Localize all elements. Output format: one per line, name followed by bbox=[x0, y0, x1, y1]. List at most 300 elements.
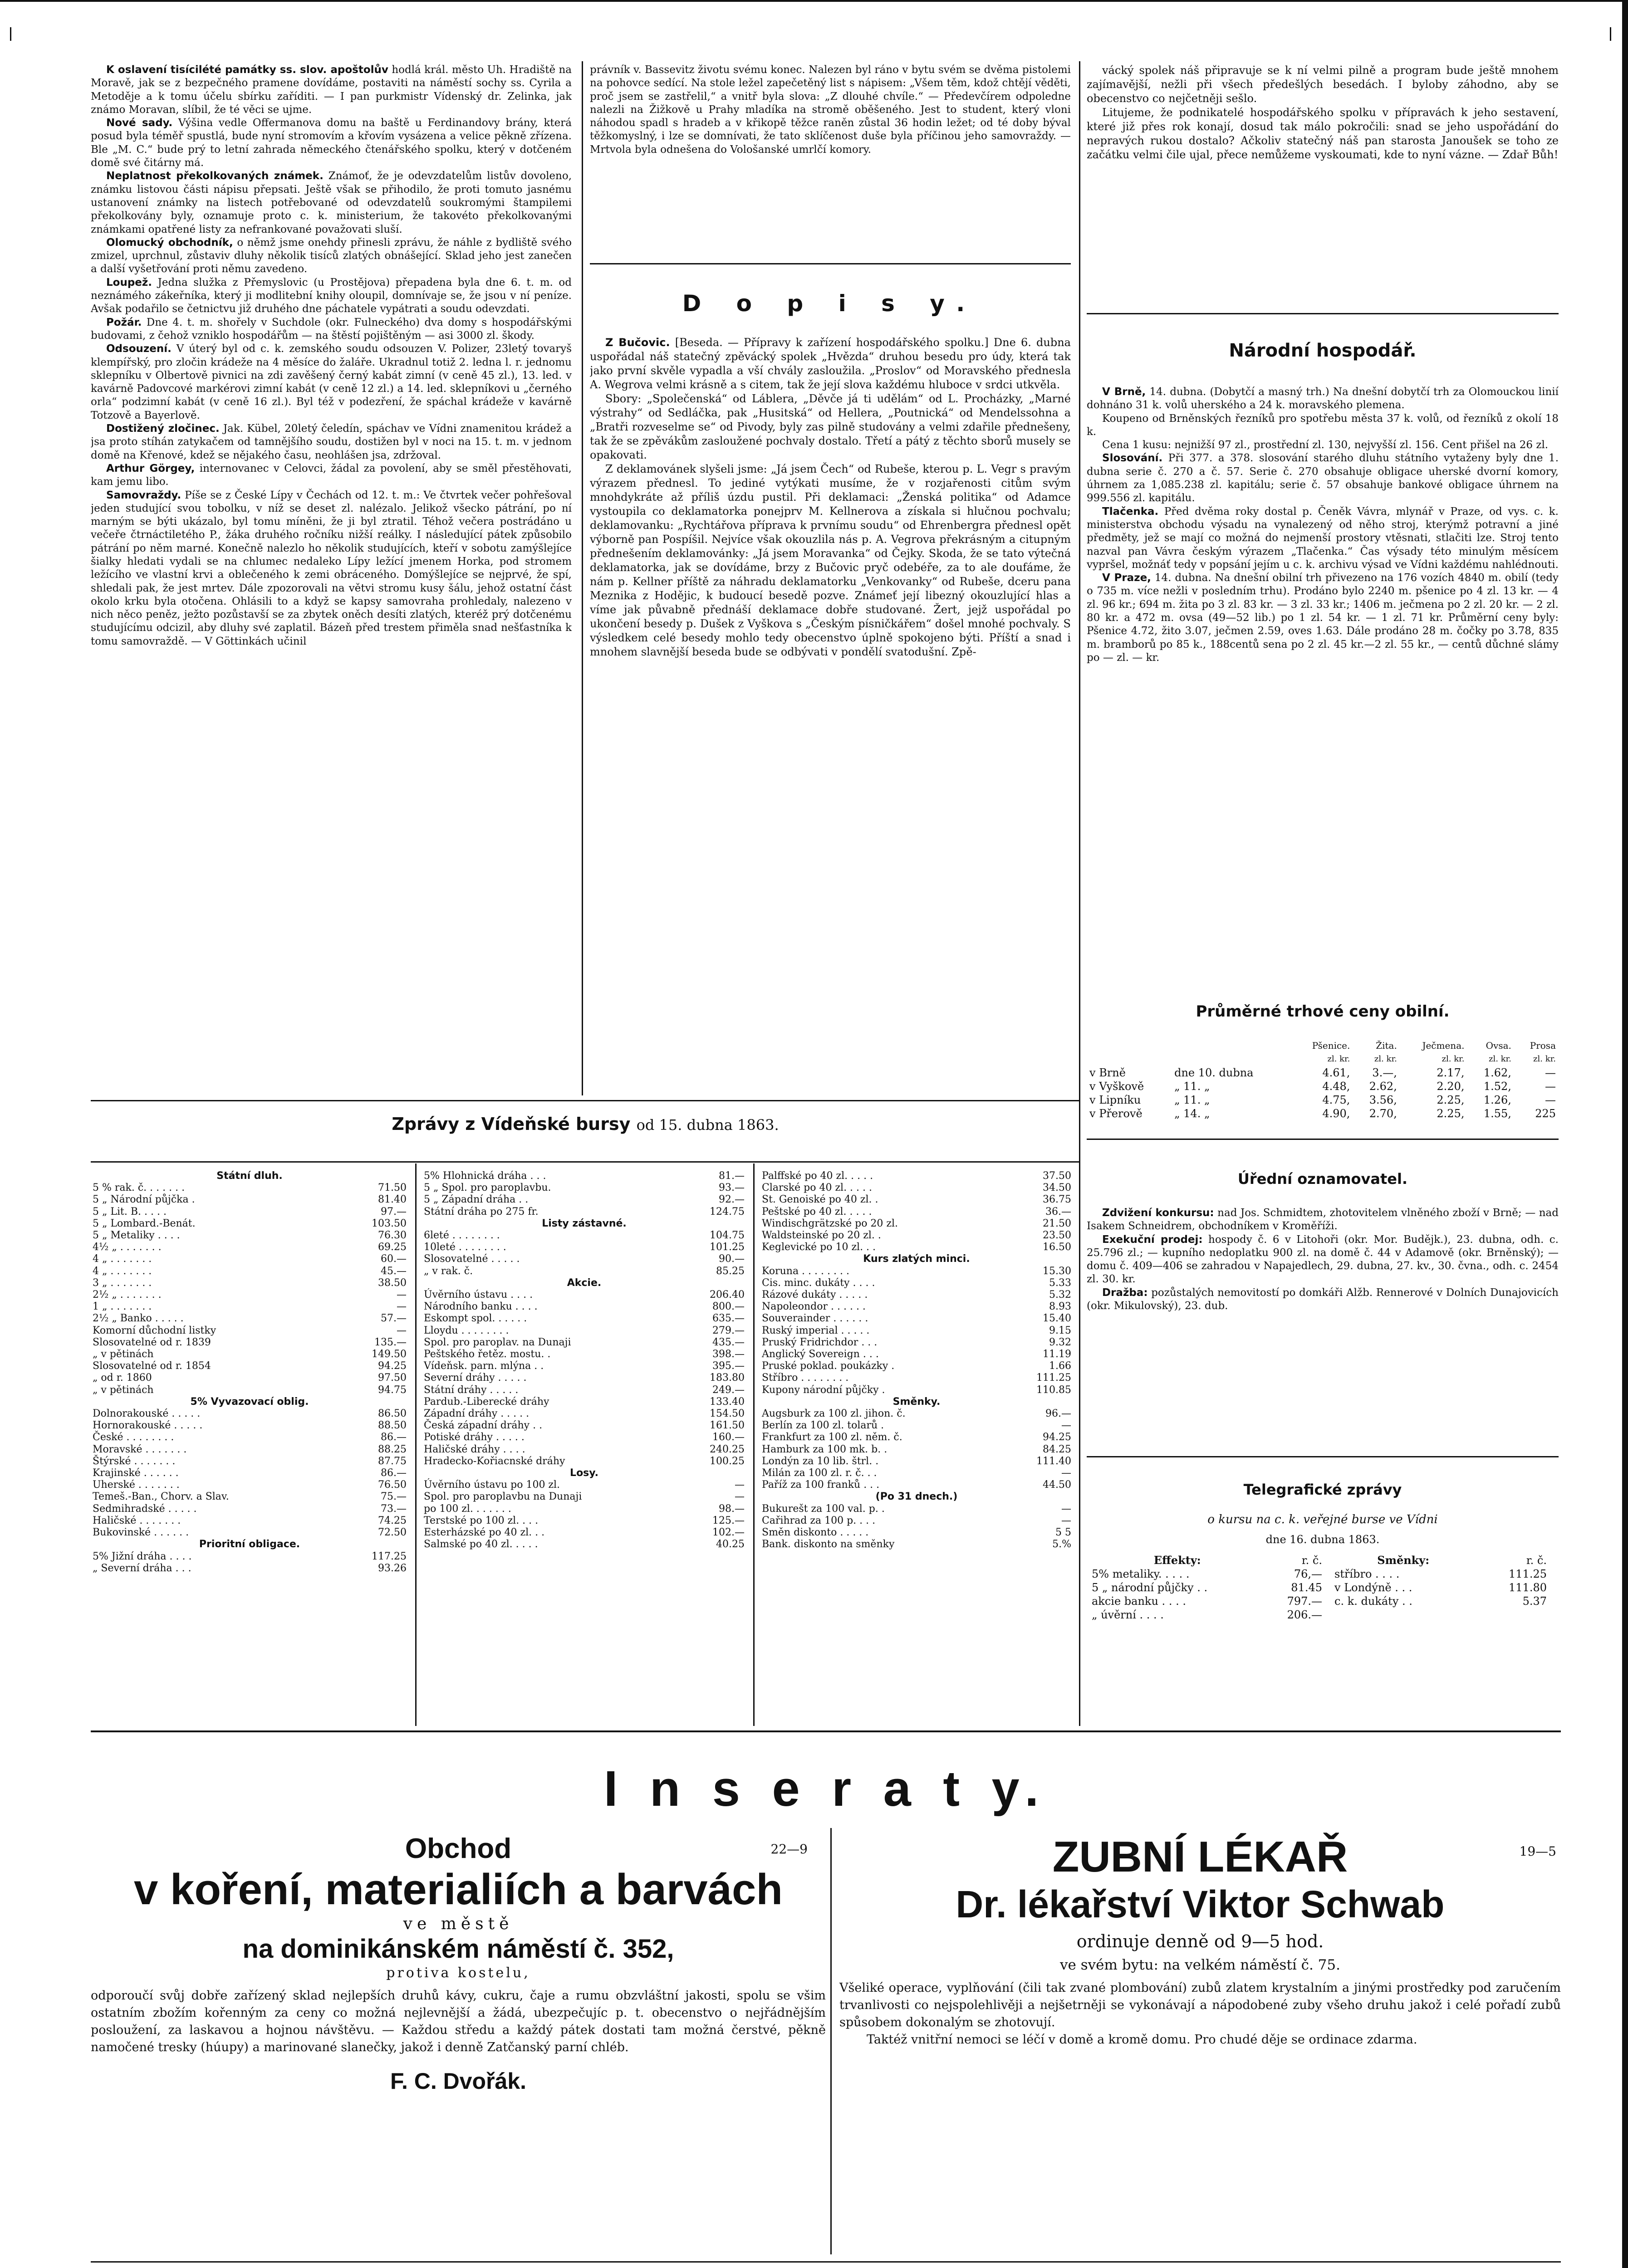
burza-value: — bbox=[397, 1325, 407, 1336]
burza-value: 93.— bbox=[719, 1182, 745, 1194]
burza-label: Pruské poklad. poukázky . bbox=[762, 1360, 895, 1372]
burza-label: 4 „ . . . . . . . bbox=[93, 1253, 152, 1265]
burza-value: 125.— bbox=[712, 1515, 745, 1526]
burza-row bbox=[760, 1456, 1073, 1467]
burza-row bbox=[91, 1337, 408, 1349]
burza-row bbox=[91, 1515, 408, 1527]
burza-label: Bukovinské . . . . . . bbox=[93, 1527, 189, 1539]
burza-label: 4 „ . . . . . . . bbox=[93, 1265, 152, 1277]
burza-label: České . . . . . . . . bbox=[93, 1432, 174, 1443]
price-unit-row bbox=[1087, 1052, 1559, 1066]
left-news-paragraph-5: Požár. Dne 4. t. m. shořely v Suchdole (okr. Fulneckého) dva domy s hospodářskými budovami, z čehož vzniklo hospodářům — na štěstí pojištěným — asi 3000 zl. škody. bbox=[91, 316, 572, 342]
price-value: 1.55, bbox=[1483, 1107, 1511, 1120]
burza-row bbox=[422, 1206, 746, 1218]
burza-value: — bbox=[735, 1479, 745, 1491]
burza-row bbox=[91, 1467, 408, 1479]
telegraf-row bbox=[1089, 1567, 1325, 1581]
burza-row bbox=[422, 1325, 746, 1337]
burza-label: Dolnorakouské . . . . . bbox=[93, 1408, 201, 1420]
burza-row bbox=[91, 1432, 408, 1443]
telegraf-header bbox=[1332, 1554, 1550, 1567]
price-value: — bbox=[1545, 1066, 1556, 1079]
price-value: 1.62, bbox=[1483, 1066, 1511, 1079]
section-heading-uredni: Úřední oznamovatel. bbox=[1237, 1170, 1408, 1188]
burza-column-1 bbox=[91, 1170, 408, 1726]
burza-label: „ v pětinách bbox=[93, 1384, 154, 1396]
burza-row bbox=[91, 1503, 408, 1515]
telegraf-label: „ úvěrní . . . . bbox=[1092, 1608, 1164, 1621]
burza-value: 800.— bbox=[712, 1301, 745, 1313]
burza-row bbox=[422, 1182, 746, 1194]
burza-row bbox=[760, 1515, 1073, 1527]
burza-label: Potiské dráhy . . . . . bbox=[424, 1432, 525, 1443]
burza-column-2 bbox=[422, 1170, 746, 1726]
burza-label: Peštského řetěz. mostu. . bbox=[424, 1349, 551, 1360]
burza-label: Cařihrad za 100 p. . . . bbox=[762, 1515, 876, 1526]
burza-label: Rázové dukáty . . . . . bbox=[762, 1289, 868, 1301]
ad2-line1: ZUBNÍ LÉKAŘ bbox=[1052, 1833, 1348, 1881]
burza-label: 3 „ . . . . . . . bbox=[93, 1277, 152, 1289]
price-value: — bbox=[1545, 1094, 1556, 1106]
burza-row bbox=[422, 1253, 746, 1265]
burza-row bbox=[91, 1539, 408, 1550]
burza-value: 117.25 bbox=[372, 1550, 407, 1562]
burza-label: Sedmihradské . . . . . bbox=[93, 1503, 197, 1515]
burza-value: 111.25 bbox=[1036, 1372, 1071, 1384]
hospodar-paragraph-2: Cena 1 kusu: nejnižší 97 zl., prostřední zl. 130, nejvyšší zl. 156. Cent přišel na 26 zl. bbox=[1102, 439, 1549, 451]
burza-value: — bbox=[735, 1491, 745, 1503]
burza-value: 101.25 bbox=[710, 1242, 745, 1253]
burza-value: 15.40 bbox=[1043, 1313, 1071, 1325]
burza-label: Uherské . . . . . . . bbox=[93, 1479, 180, 1491]
price-date: „ 14. „ bbox=[1174, 1107, 1210, 1120]
section-heading-prumerne-ceny: Průměrné trhové ceny obilní. bbox=[1196, 1002, 1450, 1021]
burza-value: 36.75 bbox=[1043, 1194, 1071, 1206]
ad2-line4: ve svém bytu: na velkém náměstí č. 75. bbox=[1060, 1957, 1340, 1973]
burza-label: Stříbro . . . . . . . . bbox=[762, 1372, 849, 1384]
price-col-header: Pšenice. bbox=[1312, 1040, 1350, 1051]
burza-label: 2½ „ Banko . . . . . bbox=[93, 1313, 184, 1325]
burza-row bbox=[760, 1266, 1073, 1277]
dopisy-paragraph-0: Z Bučovic. [Beseda. — Přípravy k zařízení hospodářského spolku.] Dne 6. dubna uspořádal náš statečný zpěvácký spolek „Hvězda“ druhou besedu pro údy, která tak jako první skvěle vypadla a vší chvály zasloužila. „Proslov“ od Moravského přednesla A. Wegrova velmi krásně a s citem, tak že její slova každému hluboce v srdci utkvěla. bbox=[590, 336, 1071, 391]
burza-label: Terstské po 100 zl. . . . bbox=[424, 1515, 539, 1526]
burza-row bbox=[422, 1313, 746, 1325]
burza-label: Úvěrního ústavu . . . . bbox=[424, 1289, 533, 1301]
burza-value: 86.— bbox=[381, 1467, 407, 1479]
burza-value: 94.75 bbox=[378, 1384, 407, 1396]
burza-label: 5 „ Lombard.-Benát. bbox=[93, 1217, 196, 1229]
price-value: 4.48, bbox=[1322, 1080, 1350, 1093]
burza-label: Směn diskonto . . . . . bbox=[762, 1527, 869, 1539]
burza-value: 71.50 bbox=[378, 1182, 407, 1194]
burza-label: „ v rak. č. bbox=[424, 1265, 473, 1277]
burza-value: 395.— bbox=[712, 1360, 745, 1372]
burza-label: Státní dráha po 275 fr. bbox=[424, 1206, 539, 1217]
price-row bbox=[1087, 1107, 1559, 1120]
burza-row bbox=[760, 1242, 1073, 1253]
section-heading-telegraf: Telegrafické zprávy bbox=[1243, 1481, 1402, 1498]
middle-rule bbox=[590, 263, 1071, 264]
burza-label: Bukurešt za 100 val. p. . bbox=[762, 1503, 885, 1515]
burza-label: „ Severní dráha . . . bbox=[93, 1562, 191, 1574]
burza-label: 2½ „ . . . . . . . bbox=[93, 1289, 162, 1301]
telegraf-value: 81.45 bbox=[1291, 1581, 1322, 1594]
burza-row bbox=[91, 1313, 408, 1325]
telegraf-unit: r. č. bbox=[1301, 1554, 1322, 1567]
price-value: — bbox=[1545, 1080, 1556, 1093]
price-date: „ 11. „ bbox=[1174, 1094, 1210, 1106]
burza-label: 1 „ . . . . . . . bbox=[93, 1301, 152, 1313]
burza-row bbox=[91, 1289, 408, 1301]
middle-top-paragraph: právník v. Bassevitz životu svému konec. Nalezen byl ráno v bytu svém se dvěma pistolemi na pohovce sedící. Na stole ležel zapečetěný list s nápisem: „Všem těm, kdož chtějí věděti, proč jsem se zastřelil,“ a vnitř byla slova: „Z dlouhé chvíle.“ — Předevčírem odpoledne nalezli na Žižkově u Prahy mladíka na stromě oběšeného. Jest to student, který vloni náhodou spadl s hradeb a v křikopě těžce raněn zůstal 36 hodin ležet; od té doby býval těžkomyslný, i lze se domnívati, že tato sklíčenost duše byla příčinou jeho samovraždy. — Mrtvola byla odnešena do Vološanské umrlčí komory. bbox=[590, 64, 1071, 156]
telegraf-header bbox=[1089, 1554, 1325, 1567]
burza-row bbox=[422, 1456, 746, 1467]
dopisy-paragraph-2: Z deklamovánek slyšeli jsme: „Já jsem Čech“ od Rubeše, kterou p. L. Vegr s pravým výrazem přednesl. To jediné vytýkati musíme, že v rozjařenosti citům svým mnohdykráte až příliš úzdu pustil. Při deklamaci: „Ženská politika“ od Adamce vystoupila co deklamatorka ponejprv M. Kellnerova a získala si hlučnou pochvalu; deklamovanku: „Rychtářova příprava k prvnímu soudu“ od Ehrenbergra přednesl opět výborně pan Pospíšil. Nejvíce však okouzlila nás p. A. Vegrova překrásným a citupným přednešením deklamovánky: „Já jsem Moravanka“ od Čejky. Skoda, že se tato výtečná deklamatorka, jak se dovídáme, brzy z Bučovic pryč odebéře, za to ale doufáme, že nám p. Kellner příště za náhradu deklamatorku „Venkovanky“ od Rubeše, dceru pana Meznika z Hodějic, k budoucí besedě pozve. Známeť její libezný okouzlující hlas a víme jak půvabně přednáší deklamace dobře studované. Žert, jejž uspořádal po ukončení besedy p. Dušek z Vyškova s „Českým písničkářem“ došel mnohé pochvaly. S výsledkem celé besedy mohlo tedy obecenstvo úplně spokojeno býti. Příští a snad i mnohem slavnější beseda bude se odbývati v pondělí svatodušní. Zpě- bbox=[590, 463, 1071, 658]
burza-row bbox=[760, 1289, 1073, 1301]
ad2-line2: Dr. lékařství Viktor Schwab bbox=[956, 1883, 1445, 1926]
burza-value: 81.40 bbox=[378, 1194, 407, 1206]
burza-label: 5 „ Spol. pro paroplavbu. bbox=[424, 1182, 551, 1194]
price-value: 2.62, bbox=[1369, 1080, 1397, 1093]
telegraf-value: 5.37 bbox=[1522, 1595, 1547, 1608]
price-value: 4.75, bbox=[1322, 1094, 1350, 1106]
right-rule-2 bbox=[1087, 1139, 1559, 1140]
section-heading-inseraty: I n s e r a t y. bbox=[603, 1761, 1048, 1817]
obili-price-table bbox=[1087, 1039, 1559, 1120]
burza-row bbox=[760, 1384, 1073, 1396]
burza-value: 34.50 bbox=[1043, 1182, 1071, 1194]
price-value: 2.25, bbox=[1437, 1107, 1465, 1120]
page-edge-tick-left bbox=[10, 27, 11, 41]
burza-label: Keglevické po 10 zl. . . bbox=[762, 1242, 876, 1253]
burza-label: Národního banku . . . . bbox=[424, 1301, 538, 1313]
burza-row bbox=[91, 1266, 408, 1277]
burza-value: 92.— bbox=[719, 1194, 745, 1206]
burza-rule-sub bbox=[91, 1161, 1080, 1163]
burza-subheading: Losy. bbox=[570, 1467, 598, 1479]
column-left-news bbox=[91, 64, 572, 1093]
right-rule-3 bbox=[1087, 1456, 1559, 1457]
burza-value: 110.85 bbox=[1036, 1384, 1071, 1396]
burza-label: Paříž za 100 franků . . . bbox=[762, 1479, 880, 1491]
burza-row bbox=[422, 1277, 746, 1289]
burza-value: — bbox=[1061, 1467, 1071, 1479]
uredni-body bbox=[1087, 1207, 1559, 1442]
telegraf-smenky bbox=[1332, 1554, 1550, 1608]
burza-value: — bbox=[1061, 1515, 1071, 1526]
burza-value: 135.— bbox=[374, 1336, 407, 1348]
burza-row bbox=[422, 1420, 746, 1432]
burza-value: 76.50 bbox=[378, 1479, 407, 1491]
burza-value: 149.50 bbox=[372, 1349, 407, 1360]
price-place: v Vyškově bbox=[1089, 1080, 1144, 1093]
burza-value: 45.— bbox=[381, 1265, 407, 1277]
burza-row bbox=[760, 1230, 1073, 1242]
ad1-line3: ve městě bbox=[403, 1915, 514, 1933]
right-rule-1 bbox=[1087, 313, 1559, 314]
telegraf-title: Směnky: bbox=[1377, 1554, 1430, 1567]
section-heading-dopisy: D o p i s y. bbox=[682, 290, 979, 317]
burza-value: — bbox=[397, 1301, 407, 1313]
burza-label: Augsburk za 100 zl. jihon. č. bbox=[762, 1408, 906, 1420]
burza-value: 279.— bbox=[712, 1325, 745, 1336]
page-edge-right bbox=[1622, 0, 1628, 2268]
burza-value: 93.26 bbox=[378, 1562, 407, 1574]
burza-row bbox=[760, 1527, 1073, 1539]
price-unit: zl. kr. bbox=[1374, 1054, 1397, 1064]
burza-row bbox=[760, 1444, 1073, 1456]
burza-label: Krajinské . . . . . . bbox=[93, 1467, 179, 1479]
telegraf-value: 206.— bbox=[1287, 1608, 1322, 1621]
burza-value: 124.75 bbox=[710, 1206, 745, 1217]
burza-label: Bank. diskonto na směnky bbox=[762, 1539, 895, 1550]
advert-dvorak bbox=[91, 1833, 826, 2094]
price-col-header: Žita. bbox=[1376, 1040, 1397, 1051]
burza-label: „ v pětinách bbox=[93, 1349, 154, 1360]
burza-row bbox=[422, 1491, 746, 1503]
burza-value: 5.% bbox=[1052, 1539, 1071, 1550]
burza-value: 183.80 bbox=[710, 1372, 745, 1384]
price-value: 2.17, bbox=[1437, 1066, 1465, 1079]
burza-row bbox=[760, 1372, 1073, 1384]
telegraf-label: 5% metaliky. . . . . bbox=[1092, 1568, 1190, 1580]
ad1-line4: na dominikánském náměstí č. 352, bbox=[242, 1934, 674, 1964]
price-value: 1.26, bbox=[1483, 1094, 1511, 1106]
burza-row bbox=[91, 1444, 408, 1456]
burza-value: 98.— bbox=[719, 1503, 745, 1515]
uredni-paragraph-2: Dražba: pozůstalých nemovitostí po domkáři Alžb. Rennerové v Dolních Dunajovicích (okr. Mikulovský), 23. dub. bbox=[1087, 1286, 1559, 1312]
burza-label: Komorní důchodní listky bbox=[93, 1325, 216, 1336]
burza-label: Hamburk za 100 mk. b. . bbox=[762, 1443, 888, 1455]
dopisy-paragraph-1: Sbory: „Společenská“ od Láblera, „Děvče já ti udělám“ od L. Procházky, „Marné výstrahy“ od Sedláčka, pak „Husitská“ od Hellera, „Poutnická“ od Mendelssohna a „Bratři rozveselme se“ od Pivody, byly zas pilně studovány a velmi zdařile přednešeny, tak že se zpěvákům zasloužené pochvaly dostalo. Třetí a pátý z těchto sborů musely se opakovati. bbox=[590, 392, 1071, 461]
telegraf-unit: r. č. bbox=[1526, 1554, 1547, 1567]
burza-row bbox=[760, 1277, 1073, 1289]
burza-label: po 100 zl. . . . . . . bbox=[424, 1503, 511, 1515]
burza-row bbox=[422, 1396, 746, 1408]
burza-row bbox=[91, 1384, 408, 1396]
burza-value: 21.50 bbox=[1043, 1217, 1071, 1229]
ad1-body: odporoučí svůj dobře zařízený sklad nejlepších druhů kávy, cukru, čaje a rumu obzvláštní jakosti, spolu se všim ostatním zbožím kořenným za ceny co možná nejlevnější a žádá, ubezpečujíc p. t. obecenstvo o nejřádnějším posloužení, za laskavou a hojnou návštěvu. — Každou středu a každý pátek dostati tam možná čerstvé, pěkně namočené tresky (húupy) a marinované slanečky, jakož i denně Zatčanský parní chléb. bbox=[91, 1989, 826, 2054]
burza-value: 23.50 bbox=[1043, 1230, 1071, 1242]
burza-subheading: Státní dluh. bbox=[216, 1170, 283, 1182]
burza-row bbox=[91, 1527, 408, 1539]
burza-rule-v1 bbox=[415, 1163, 417, 1726]
burza-label: Milán za 100 zl. r. č. . . bbox=[762, 1467, 877, 1479]
burza-row bbox=[422, 1349, 746, 1360]
burza-label: Severní dráhy . . . . . bbox=[424, 1372, 527, 1384]
burza-row bbox=[91, 1218, 408, 1230]
burza-row bbox=[422, 1266, 746, 1277]
burza-row bbox=[91, 1242, 408, 1253]
burza-label: Waldsteinské po 20 zl. . bbox=[762, 1230, 881, 1242]
burza-value: 635.— bbox=[712, 1313, 745, 1325]
left-news-paragraph-7: Dostižený zločinec. Jak. Kübel, 20letý čeledín, spáchav ve Vídni znamenitou krádež a jsa proto stíhán zatykačem od tamnějšího soudu, dostižen byl v noci na 15. t. m. v jednom domě na Křenové, kdež se nějakého času, neohlášen jsa, zdržoval. bbox=[91, 423, 572, 461]
burza-label: St. Genoiské po 40 zl. . bbox=[762, 1194, 878, 1206]
burza-value: 86.— bbox=[381, 1432, 407, 1443]
price-unit: zl. kr. bbox=[1533, 1054, 1556, 1064]
burza-row bbox=[91, 1563, 408, 1574]
burza-row bbox=[91, 1396, 408, 1408]
burza-row bbox=[760, 1349, 1073, 1360]
burza-row bbox=[91, 1420, 408, 1432]
telegraf-label: stříbro . . . . bbox=[1334, 1568, 1400, 1580]
burza-label: Palffské po 40 zl. . . . . bbox=[762, 1170, 873, 1182]
right-top-paragraph-1: Litujeme, že podnikatelé hospodářského spolku v přípravách k jeho sestavení, které již přes rok konají, dosud tak málo pokročili: snad se jeho uspořádání do nepravých rukou dostalo? Ačkoliv statečný náš pan starosta Janoušek se toho ze začátku velmi čile ujal, přece nemůžeme vyskoumati, kde to nyní vázne. — Zdař Bůh! bbox=[1087, 106, 1559, 161]
uredni-paragraph-1: Exekuční prodej: hospody č. 6 v Litohoři (okr. Mor. Budějk.), 23. dubna, odh. c. 25.796 zl.; — kupního nedoplatku 900 zl. na domě č. 44 v Adamově (okr. Brněnský); — domu č. 409—406 se zahradou v Napajedlech, 29. dubna, 27. kv., 30. čvna., odh. c. 2454 zl. 30. kr. bbox=[1087, 1233, 1559, 1286]
price-row bbox=[1087, 1093, 1559, 1107]
burza-value: — bbox=[397, 1289, 407, 1301]
burza-value: 100.25 bbox=[710, 1455, 745, 1467]
burza-label: Berlín za 100 zl. tolarů . bbox=[762, 1420, 884, 1432]
price-value: 2.20, bbox=[1437, 1080, 1465, 1093]
ad1-number: 22—9 bbox=[770, 1842, 808, 1857]
burza-label: Slosovatelné od r. 1839 bbox=[93, 1336, 211, 1348]
price-date: dne 10. dubna bbox=[1174, 1066, 1254, 1079]
price-col-header: Prosa bbox=[1530, 1040, 1556, 1051]
burza-row bbox=[422, 1194, 746, 1206]
burza-row bbox=[760, 1408, 1073, 1420]
burza-rule-bottom bbox=[91, 1730, 1561, 1732]
burza-label: Windischgrätzské po 20 zl. bbox=[762, 1217, 898, 1229]
burza-row bbox=[422, 1503, 746, 1515]
ad1-signature: F. C. Dvořák. bbox=[390, 2068, 527, 2094]
burza-label: 10leté . . . . . . . . bbox=[424, 1242, 506, 1253]
burza-label: Esterházské po 40 zl. . . bbox=[424, 1527, 545, 1539]
price-value: 3.—, bbox=[1372, 1066, 1397, 1079]
burza-row bbox=[91, 1372, 408, 1384]
burza-row bbox=[760, 1182, 1073, 1194]
burza-value: 38.50 bbox=[378, 1277, 407, 1289]
burza-row bbox=[760, 1479, 1073, 1491]
price-unit: zl. kr. bbox=[1488, 1054, 1511, 1064]
hospodar-paragraph-0: V Brně, 14. dubna. (Dobytčí a masný trh.) Na dnešní dobytčí trh za Olomouckou linií dohnáno 31 k. volů uherského a 24 k. moravského plemena. bbox=[1087, 386, 1559, 411]
price-value: 225 bbox=[1535, 1107, 1556, 1120]
burza-value: 60.— bbox=[381, 1253, 407, 1265]
burza-value: 111.40 bbox=[1036, 1455, 1071, 1467]
burza-value: 86.50 bbox=[378, 1408, 407, 1420]
price-row bbox=[1087, 1066, 1559, 1080]
ad2-line3: ordinuje denně od 9—5 hod. bbox=[1076, 1931, 1324, 1951]
burza-row bbox=[422, 1230, 746, 1242]
price-place: v Brně bbox=[1089, 1066, 1126, 1079]
burza-row bbox=[91, 1182, 408, 1194]
burza-row bbox=[91, 1349, 408, 1360]
burza-row bbox=[422, 1218, 746, 1230]
burza-row bbox=[760, 1396, 1073, 1408]
burza-value: 81.— bbox=[719, 1170, 745, 1182]
burza-row bbox=[91, 1325, 408, 1337]
burza-value: 87.75 bbox=[378, 1455, 407, 1467]
burza-value: 5.32 bbox=[1049, 1289, 1071, 1301]
burza-value: 69.25 bbox=[378, 1242, 407, 1253]
burza-value: 5.33 bbox=[1049, 1277, 1071, 1289]
burza-label: Česká západní dráhy . . bbox=[424, 1420, 543, 1432]
hospodar-paragraph-4: Tlačenka. Před dvěma roky dostal p. Čeněk Vávra, mlynář v Praze, od vys. c. k. ministerstva obchodu výsadu na vynalezený od něho stroj, kterýmž potravní a jiné předměty, jež se mají co možná do nejmenší prostory vtěsnati, stlačiti lze. Stroj tento nazval pan Vávra českým výrazem „Tlačenka.“ Čas výsady této minulým měsícem vypršel, možnáť tedy v popsání jejím u c. k. archivu výsad ve Vídni každému nahlédnouti. bbox=[1087, 505, 1559, 571]
burza-subheading: Akcie. bbox=[567, 1277, 602, 1289]
burza-row bbox=[760, 1539, 1073, 1550]
burza-value: 40.25 bbox=[716, 1539, 745, 1550]
burza-label: Temeš.-Ban., Chorv. a Slav. bbox=[93, 1491, 229, 1503]
burza-value: 161.50 bbox=[710, 1420, 745, 1432]
burza-row bbox=[422, 1479, 746, 1491]
burza-label: Vídeňsk. parn. mlýna . . bbox=[424, 1360, 544, 1372]
burza-label: 6leté . . . . . . . . bbox=[424, 1230, 500, 1242]
burza-row bbox=[422, 1408, 746, 1420]
burza-subheading: (Po 31 dnech.) bbox=[875, 1491, 958, 1503]
hospodar-paragraph-5: V Praze, 14. dubna. Na dnešní obilní trh přivezeno na 176 vozích 4840 m. obilí (tedy o 735 m. více nežli v posledním trhu). Prodáno bylo 2240 m. pšenice po 4 zl. 13 kr. — 4 zl. 96 kr.; 694 m. žita po 3 zl. 83 kr. — 3 zl. 33 kr.; 1406 m. ječmena po 2 zl. 20 kr. — 2 zl. 80 kr. a 472 m. ovsa (49—52 lib.) po 1 zl. 54 kr. — 1 zl. 71 kr. Průměrní ceny byly: Pšenice 4.72, žito 3.07, ječmen 2.59, oves 1.63. Dále prodáno 28 m. čočky po 3.78, 835 m. bramborů po 85 k., 188centů sena po 2 zl. 45 kr.—2 zl. 55 kr., — centů důchné slámy po — zl. — kr. bbox=[1087, 572, 1559, 664]
burza-row bbox=[91, 1194, 408, 1206]
burza-value: 160.— bbox=[712, 1432, 745, 1443]
burza-label: 4½ „ . . . . . . . bbox=[93, 1242, 162, 1253]
burza-value: 154.50 bbox=[710, 1408, 745, 1420]
telegraf-row bbox=[1089, 1594, 1325, 1608]
price-unit: zl. kr. bbox=[1327, 1054, 1350, 1064]
left-news-paragraph-1: Nové sady. Výšina vedle Offermanova domu na baště u Ferdinandovy brány, která posud byla téměř spustlá, bude nyní stromovím a křovím vysázena a velice pěkně zřízena. Ble „M. C.“ bude prý to letní zahrada německého čtenářského spolku, který v dotčeném domě své čitárny má. bbox=[91, 117, 572, 169]
burza-row bbox=[422, 1360, 746, 1372]
dopisy-body bbox=[590, 336, 1071, 1098]
burza-row bbox=[760, 1170, 1073, 1182]
burza-row bbox=[760, 1218, 1073, 1230]
ad1-line2: v koření, materialiích a barvách bbox=[133, 1865, 783, 1914]
burza-label: Clarské po 40 zl. . . . . bbox=[762, 1182, 873, 1194]
burza-label: Spol. pro paroplav. na Dunaji bbox=[424, 1336, 571, 1348]
burza-label: Státní dráhy . . . . . bbox=[424, 1384, 519, 1396]
burza-row bbox=[760, 1313, 1073, 1325]
burza-label: Hornorakouské . . . . . bbox=[93, 1420, 203, 1432]
telegraf-sub1: o kursu na c. k. veřejné burse ve Vídni bbox=[1207, 1513, 1438, 1526]
burza-label: Lloydu . . . . . . . . bbox=[424, 1325, 509, 1336]
telegraf-title: Effekty: bbox=[1153, 1554, 1201, 1567]
burza-value: 37.50 bbox=[1043, 1170, 1071, 1182]
burza-value: 103.50 bbox=[372, 1217, 407, 1229]
burza-value: 88.50 bbox=[378, 1420, 407, 1432]
burza-value: 90.— bbox=[719, 1253, 745, 1265]
burza-value: 88.25 bbox=[378, 1443, 407, 1455]
price-value: 4.90, bbox=[1322, 1107, 1350, 1120]
burza-row bbox=[422, 1515, 746, 1527]
burza-label: Londýn za 10 lib. štrl. . bbox=[762, 1455, 879, 1467]
ads-rule bbox=[830, 1828, 832, 2254]
burza-row bbox=[91, 1230, 408, 1242]
price-place: v Lipníku bbox=[1089, 1094, 1141, 1106]
burza-value: 96.— bbox=[1045, 1408, 1071, 1420]
ad1-line5: protiva kostelu, bbox=[386, 1965, 530, 1981]
column-right-top bbox=[1087, 64, 1559, 299]
telegraf-label: c. k. dukáty . . bbox=[1334, 1595, 1412, 1608]
burza-value: 84.25 bbox=[1043, 1443, 1071, 1455]
advert-schwab bbox=[839, 1833, 1561, 2048]
price-value: 2.70, bbox=[1369, 1107, 1397, 1120]
burza-title-bold: Zprávy z Vídeňské bursy bbox=[392, 1114, 631, 1134]
burza-row bbox=[91, 1170, 408, 1182]
left-news-paragraph-3: Olomucký obchodník, o němž jsme onehdy přinesli zprávu, že náhle z bydliště svého zmizel, uprchnul, zůstaviv dluhy několik tisíců zlatých obnášející. Sklad jeho jest zanečen a další vyšetřování proti němu zavedeno. bbox=[91, 236, 572, 275]
burza-title bbox=[91, 1114, 1080, 1134]
burza-row bbox=[91, 1456, 408, 1467]
burza-value: 102.— bbox=[712, 1527, 745, 1539]
burza-value: 249.— bbox=[712, 1384, 745, 1396]
burza-label: Spol. pro paroplavbu na Dunaji bbox=[424, 1491, 582, 1503]
burza-label: Pruský Fridrichdor . . . bbox=[762, 1336, 878, 1348]
burza-row bbox=[91, 1206, 408, 1218]
burza-subheading: 5% Vyvazovací oblig. bbox=[190, 1396, 309, 1408]
burza-label: 5 „ Západní dráha . . bbox=[424, 1194, 529, 1206]
burza-value: 74.25 bbox=[378, 1515, 407, 1526]
burza-label: „ od r. 1860 bbox=[93, 1372, 152, 1384]
ad2-body2: Taktéž vnitřní nemoci se léčí v domě a kromě domu. Pro chudé děje se ordinace zdarma. bbox=[867, 2033, 1417, 2047]
price-place: v Přerově bbox=[1089, 1107, 1143, 1120]
burza-row bbox=[422, 1372, 746, 1384]
burza-row bbox=[91, 1301, 408, 1313]
